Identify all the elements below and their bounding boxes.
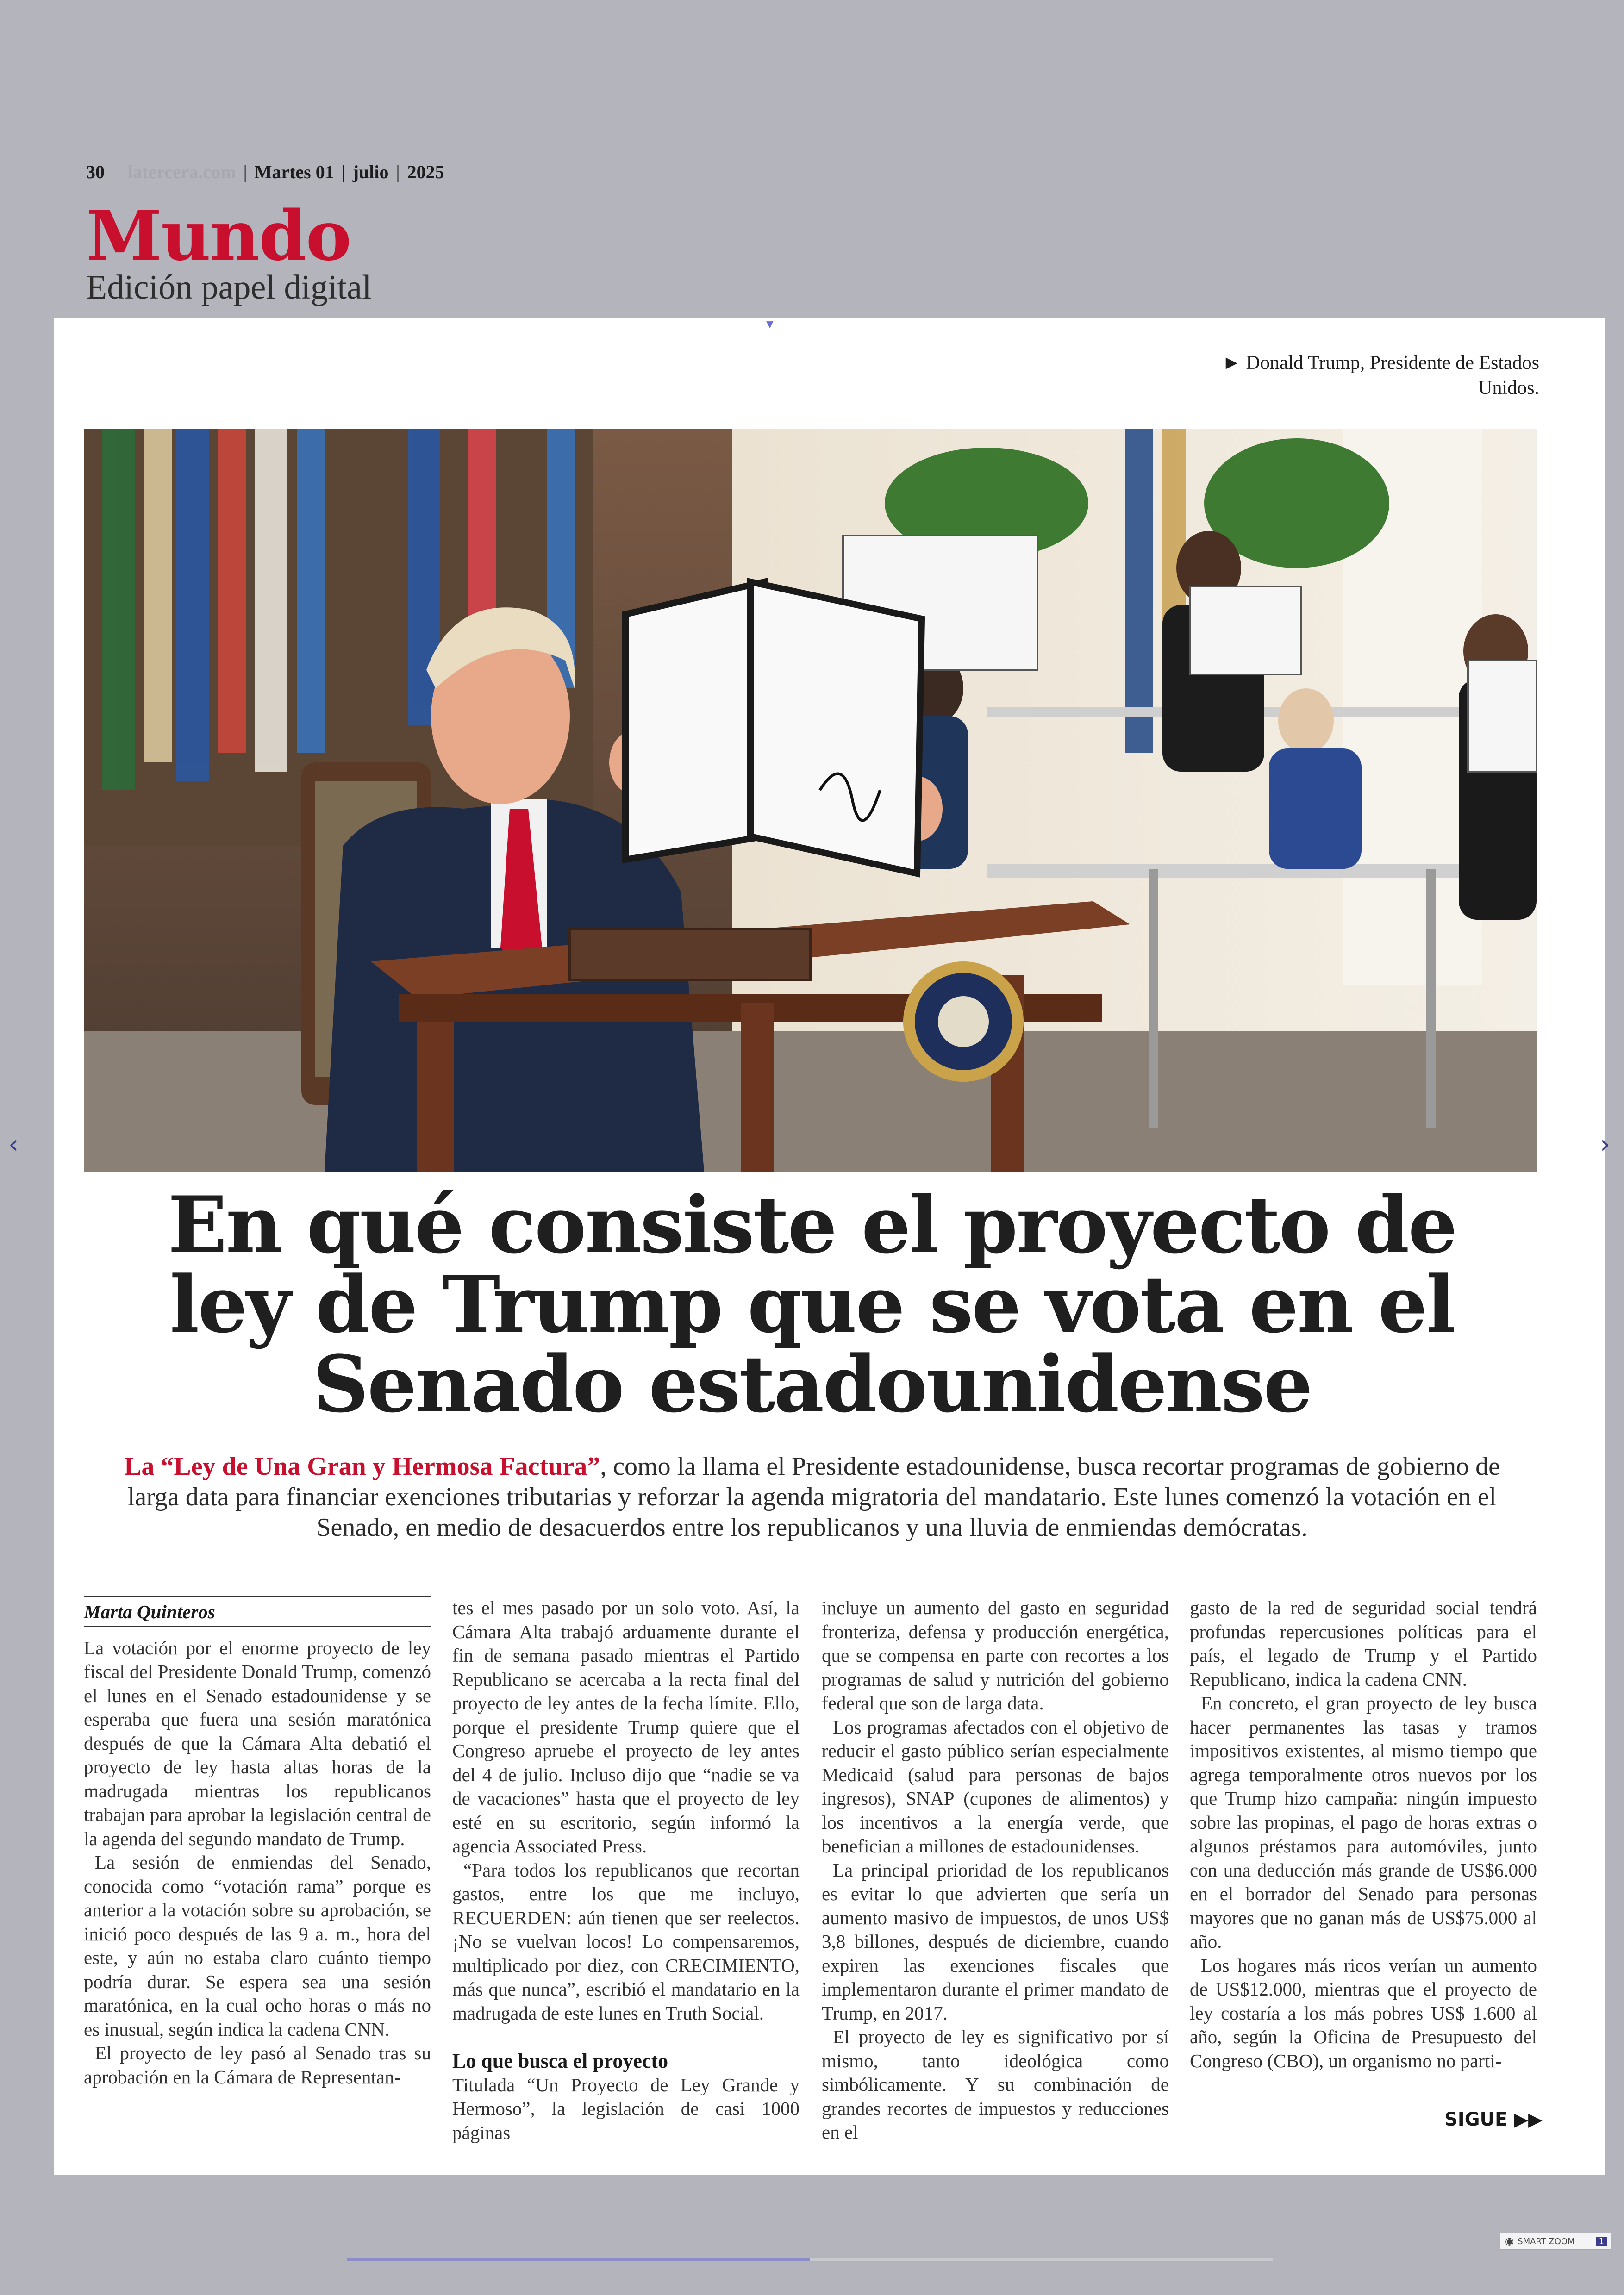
photo-caption: ► Donald Trump, Presidente de Estados Unidos.	[1222, 352, 1539, 399]
lead-text: , como la llama el Presidente estadounidense, busca recortar programas de gobierno de larga data para financiar exenciones tributarias y reforzar la agenda migratoria del mandatario. Este lunes comenzó la votación en el Senado, en medio de desacuerdos entre los republicanos y una lluvia de enmiendas demócratas.	[127, 1452, 1500, 1542]
prev-page-icon[interactable]: ‹	[8, 1129, 19, 1160]
paragraph: tes el mes pasado por un solo voto. Así, la Cámara Alta trabajó arduamente durante el fin de semana pasado mientras el Partido Republicano se acercaba a la recta final del proyecto de ley antes de la fecha límite. Ello, porque el presidente Trump quiere que el Congreso apruebe el proyecto de ley antes del 4 de julio. Incluso dijo que “nadie se va de vacaciones” hasta que el proyecto de ley esté en su escritorio, según informó la agencia Associated Press.	[452, 1597, 800, 1857]
paragraph: La votación por el enorme proyecto de ley fiscal del Presidente Donald Trump, comenzó el lunes en el Senado estadounidense y se esperaba que fuera una sesión maratónica después de que la Cámara Alta debatió el proyecto de ley hasta altas horas de la madrugada mientras los republicanos trabajan para aprobar la legislación central de la agenda del segundo mandato de Trump.	[84, 1637, 431, 1849]
paragraph: El proyecto de ley es significativo por sí mismo, tanto ideológica como simbólicamente. Y su combinación de grandes recortes de impuestos y reducciones en el	[822, 2026, 1169, 2143]
article-column-4	[1190, 1596, 1537, 2073]
edition-label: Edición papel digital	[86, 268, 372, 306]
smart-zoom-button[interactable]	[1500, 2233, 1611, 2250]
eye-icon: ◉	[1505, 2235, 1514, 2247]
section-title: Mundo	[86, 195, 351, 276]
smart-zoom-label: SMART ZOOM	[1518, 2236, 1575, 2246]
paragraph: El proyecto de ley pasó al Senado tras su aprobación en la Cámara de Representan-	[84, 2042, 431, 2088]
article-lead	[102, 1451, 1522, 1543]
zoom-level-badge: 1	[1596, 2237, 1607, 2246]
subheading: Lo que busca el proyecto	[452, 2050, 668, 2072]
next-page-icon[interactable]: ›	[1600, 1129, 1611, 1160]
paragraph: En concreto, el gran proyecto de ley busca hacer permanentes las tasas y tramos impositivos existentes, al mismo tiempo que agrega temporalmente otros nuevos por los que Trump hizo campaña: ningún impuesto sobre las propinas, el pago de horas extras o algunos préstamos para automóviles, junto con una deducción más grande de US$6.000 en el borrador del Senado para personas mayores que no ganan más de US$75.000 al año.	[1190, 1692, 1537, 1952]
paragraph: Los hogares más ricos verían un aumento de US$12.000, mientras que el proyecto de ley costaría a los más pobres US$ 1.600 al año, según la Oficina de Presupuesto del Congreso (CBO), un organismo no parti-	[1190, 1954, 1537, 2071]
paragraph: “Para todos los republicanos que recortan gastos, entre los que me incluyo, RECUERDEN: aún tienen que ser reelectos. ¡No se vuelvan locos! Lo compensaremos, multiplicado por diez, con CRECIMIENTO, más que nunca”, escribió el mandatario en la madrugada de este lunes en Truth Social.	[452, 1859, 800, 2024]
reading-progress-bar[interactable]	[347, 2258, 1273, 2261]
paragraph: Los programas afectados con el objetivo de reducir el gasto público serían especialmente Medicaid (salud para personas de bajos ingresos), SNAP (cupones de alimentos) y los incentivos a la energía verde, que benefician a millones de estadounidenses.	[822, 1716, 1169, 1857]
paragraph: gasto de la red de seguridad social tendrá profundas repercusiones políticas para el país, el legado de Trump y el Partido Republicano, indica la cadena CNN.	[1190, 1597, 1537, 1690]
lead-highlight: La “Ley de Una Gran y Hermosa Factura”	[124, 1452, 600, 1481]
paragraph: La principal prioridad de los republicanos es evitar lo que advierten que sería un aumento masivo de impuestos, de unos US$ 3,8 billones, después de diciembre, cuando expiren las exenciones fiscales que implementaron durante el primer mandato de Trump, en 2017.	[822, 1859, 1169, 2024]
article-headline: En qué consiste el proyecto de ley de Trump que se vota en el Senado estadounidense	[168, 1179, 1456, 1430]
page-header-line: 30 latercera.com | Martes 01 | julio | 2025	[86, 162, 444, 182]
article-column-3	[822, 1596, 1169, 2145]
paragraph: Titulada “Un Proyecto de Ley Grande y Hermoso”, la legislación de casi 1000 páginas	[452, 2074, 800, 2143]
page-drag-handle[interactable]: ▼	[764, 318, 776, 331]
photo-illustration	[84, 429, 1537, 1172]
byline: Marta Quinteros	[84, 1596, 431, 1627]
site-name: latercera.com	[128, 162, 236, 182]
article-column-2	[452, 1596, 800, 2145]
date-month: julio	[352, 162, 389, 182]
article-photo	[84, 429, 1537, 1172]
date-year: 2025	[407, 162, 444, 182]
article-column-1	[84, 1596, 431, 2089]
paragraph: La sesión de enmiendas del Senado, conocida como “votación rama” porque es anterior a la votación sobre su aprobación, se inició poco después de las 9 a. m., hora del este, y aún no estaba claro cuánto tiempo podría durar. Se espera sea una sesión maratónica, en la cual ocho horas o más no es inusual, según indica la cadena CNN.	[84, 1852, 431, 2040]
continue-label: SIGUE ▶▶	[1444, 2109, 1543, 2130]
page-number: 30	[86, 162, 105, 182]
paragraph: incluye un aumento del gasto en seguridad fronteriza, defensa y producción energética, que se compensa en parte con recortes a los programas de salud y nutrición del gobierno federal que son de larga data.	[822, 1597, 1169, 1714]
reading-progress-fill	[347, 2258, 810, 2261]
date-day: Martes 01	[254, 162, 334, 182]
